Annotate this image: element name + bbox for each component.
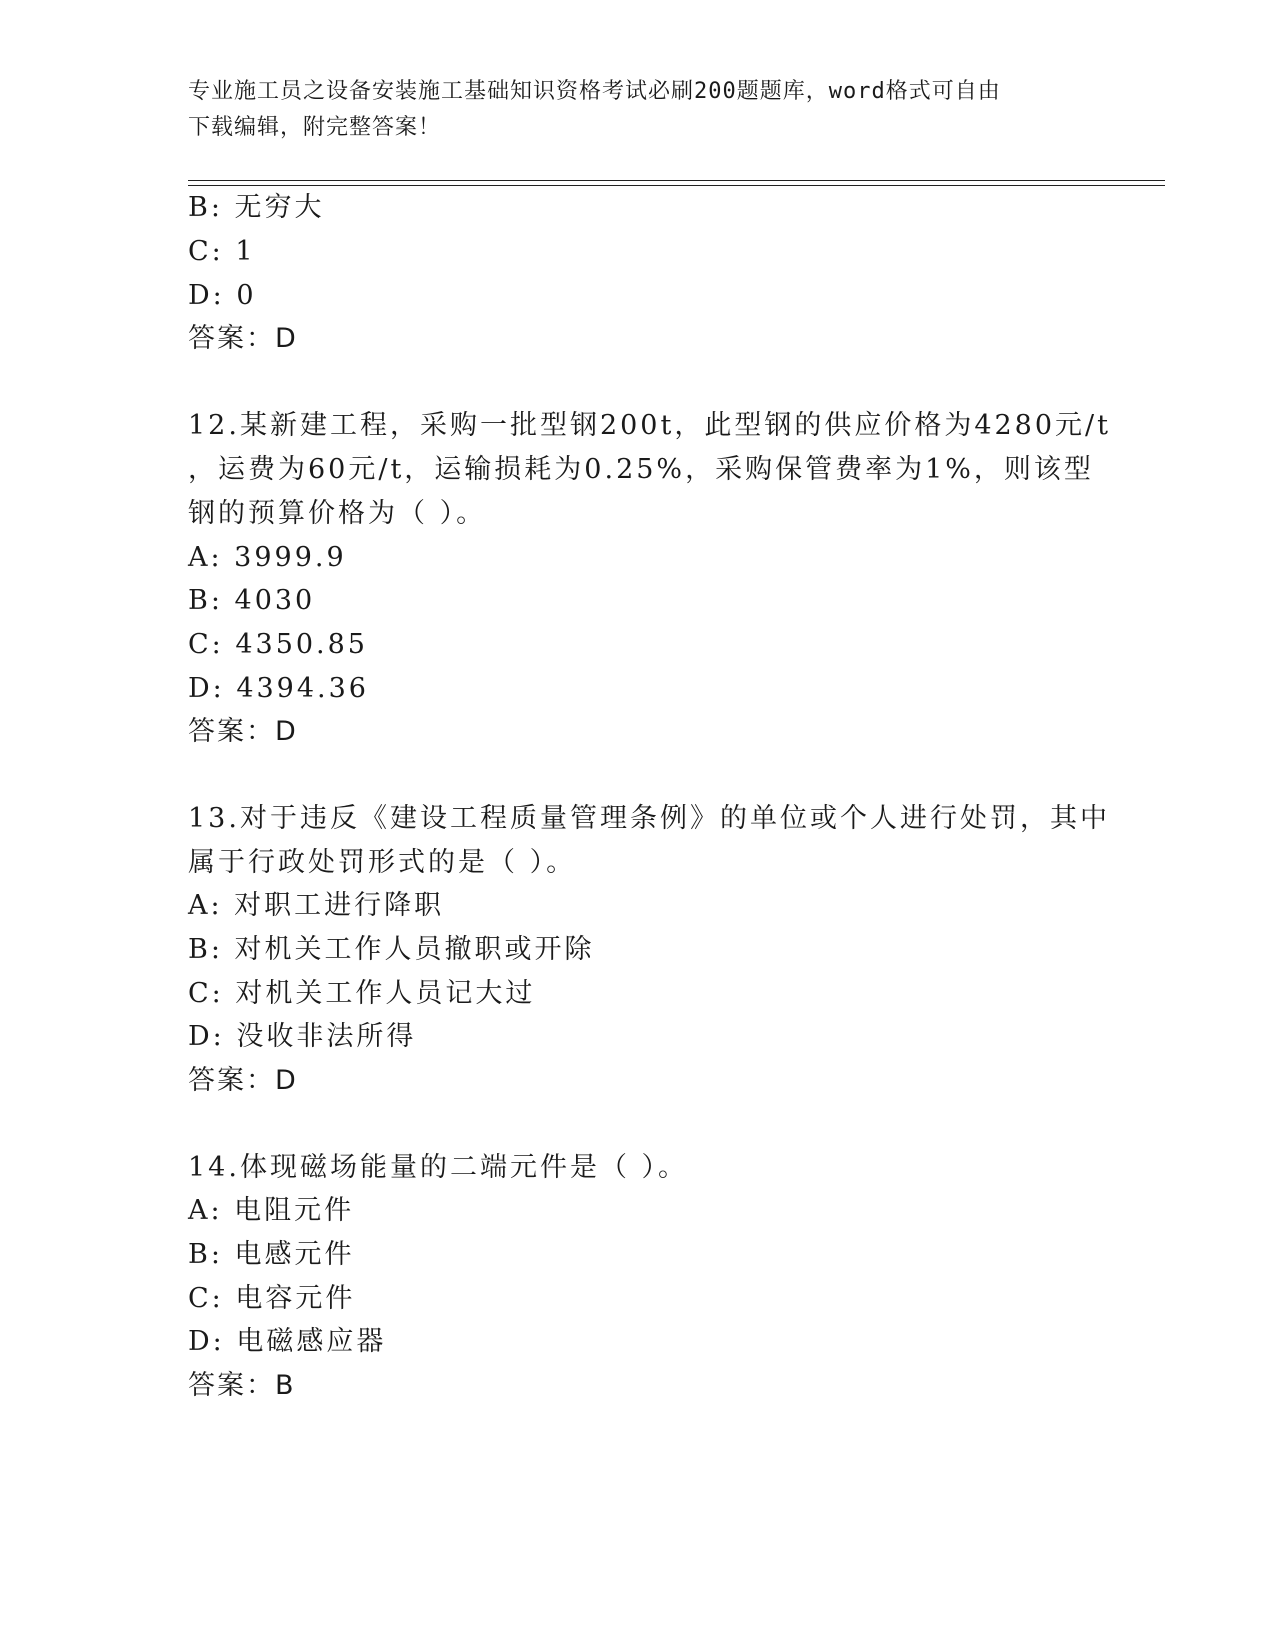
q13-text-line-1: 13.对于违反《建设工程质量管理条例》的单位或个人进行处罚，其中	[188, 803, 1110, 834]
q12-text-line-3: 钢的预算价格为（ ）。	[188, 498, 487, 529]
q12-option-a: A: 3999.9	[188, 542, 347, 573]
q12-text-line-1: 12.某新建工程，采购一批型钢200t，此型钢的供应价格为4280元/t	[188, 410, 1111, 441]
q11-option-d: D: 0	[188, 280, 257, 311]
q14-text-line-1: 14.体现磁场能量的二端元件是（ ）。	[188, 1152, 689, 1183]
q14-option-c: C: 电容元件	[188, 1283, 356, 1314]
q14-option-b: B: 电感元件	[188, 1239, 355, 1270]
q13-text-line-2: 属于行政处罚形式的是（ ）。	[188, 847, 577, 878]
q11-option-b: B: 无穷大	[188, 192, 325, 223]
document-header	[188, 74, 1068, 146]
q11-option-c: C: 1	[188, 236, 256, 267]
q13-option-c: C: 对机关工作人员记大过	[188, 978, 536, 1009]
q11-answer: 答案：D	[188, 323, 298, 354]
q14-option-a: A: 电阻元件	[188, 1195, 355, 1226]
header-divider-top	[188, 180, 1165, 181]
q13-option-b: B: 对机关工作人员撤职或开除	[188, 934, 595, 965]
q14-answer: 答案：B	[188, 1370, 296, 1401]
q12-option-b: B: 4030	[188, 585, 316, 616]
q14-option-d: D: 电磁感应器	[188, 1326, 387, 1357]
q13-option-a: A: 对职工进行降职	[188, 890, 445, 921]
q12-option-c: C: 4350.85	[188, 629, 368, 660]
header-divider-bottom	[188, 185, 1165, 186]
q12-text-line-2: ，运费为60元/t，运输损耗为0.25%，采购保管费率为1%，则该型	[188, 454, 1094, 485]
header-line-1: 专业施工员之设备安装施工基础知识资格考试必刷200题题库，word格式可自由	[188, 79, 1001, 104]
q13-option-d: D: 没收非法所得	[188, 1021, 417, 1052]
q13-answer: 答案：D	[188, 1065, 298, 1096]
q12-answer: 答案：D	[188, 716, 298, 747]
header-line-2: 下载编辑，附完整答案！	[188, 115, 442, 140]
q12-option-d: D: 4394.36	[188, 673, 369, 704]
